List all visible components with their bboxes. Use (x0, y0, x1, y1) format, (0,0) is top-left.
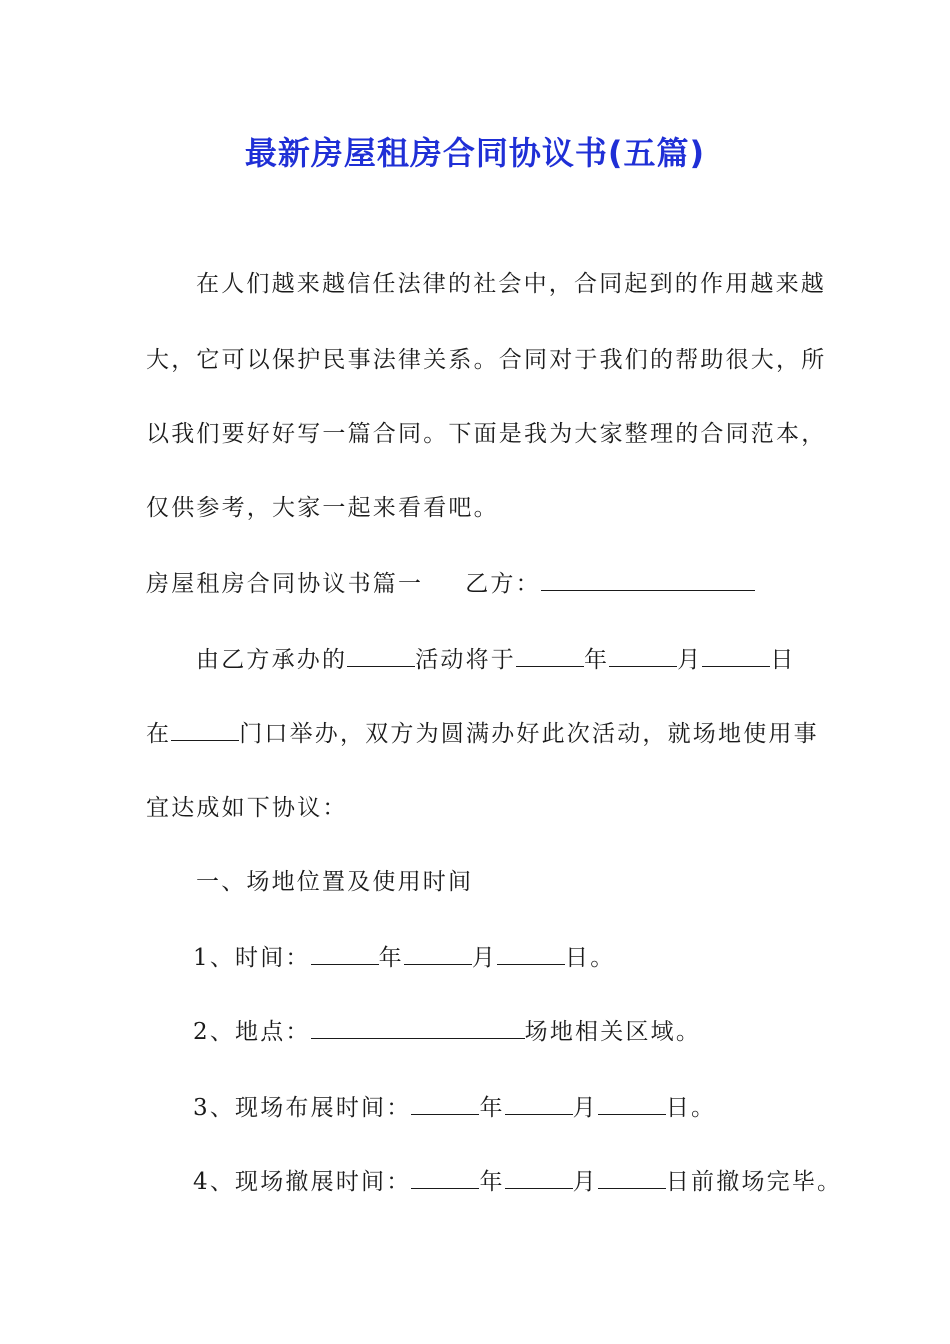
item-2-location (193, 1016, 701, 1048)
event-name-blank (347, 646, 415, 667)
event-line-3: 宜达成如下协议： (146, 795, 348, 821)
item-1-day-blank (497, 944, 565, 965)
event-text-organizer: 由乙方承办的 (196, 647, 348, 673)
item-4-teardown-time (193, 1166, 842, 1198)
item-3-year-blank (411, 1094, 479, 1115)
year-label: 年 (584, 647, 610, 673)
event-text-purpose: 门口举办，双方为圆满办好此次活动，就场地使用事 (239, 721, 819, 747)
event-line-2 (146, 718, 819, 750)
item-4-end: 日前撤场完毕。 (665, 1169, 843, 1195)
item-1-year-blank (311, 944, 379, 965)
intro-line-4: 仅供参考，大家一起来看看吧。 (146, 495, 499, 521)
intro-line-2: 大，它可以保护民事法律关系。合同对于我们的帮助很大，所 (146, 347, 827, 373)
party-b-label: 乙方： (465, 571, 541, 597)
document-title: 最新房屋租房合同协议书(五篇) (244, 134, 706, 172)
item-3-label: 3、现场布展时间： (193, 1095, 412, 1121)
item-4-day-blank (598, 1168, 666, 1189)
item-1-end: 日。 (565, 945, 616, 971)
intro-line-1: 在人们越来越信任法律的社会中，合同起到的作用越来越 (196, 271, 826, 297)
item-2-end: 场地相关区域。 (524, 1019, 702, 1045)
event-text-date-intro: 活动将于 (415, 647, 517, 673)
party-b-blank (541, 570, 755, 591)
item-1-time (193, 942, 615, 974)
event-month-blank (609, 646, 677, 667)
month-label: 月 (572, 1095, 598, 1121)
month-label: 月 (572, 1169, 598, 1195)
item-4-month-blank (505, 1168, 573, 1189)
event-text-at: 在 (146, 721, 172, 747)
clause-1-heading: 一、场地位置及使用时间 (196, 869, 474, 895)
event-day-blank (702, 646, 770, 667)
section-heading-line (146, 568, 755, 600)
item-4-label: 4、现场撤展时间： (193, 1169, 412, 1195)
year-label: 年 (479, 1095, 505, 1121)
item-3-end: 日。 (665, 1095, 717, 1121)
item-2-label: 2、地点： (193, 1019, 311, 1045)
year-label: 年 (479, 1169, 505, 1195)
event-year-blank (516, 646, 584, 667)
item-1-label: 1、时间： (193, 945, 311, 971)
item-3-month-blank (505, 1094, 573, 1115)
event-location-blank (171, 720, 239, 741)
item-4-year-blank (411, 1168, 479, 1189)
item-1-month-blank (404, 944, 472, 965)
month-label: 月 (677, 647, 703, 673)
month-label: 月 (471, 945, 498, 971)
event-line-1 (196, 644, 796, 676)
section-heading: 房屋租房合同协议书篇一 (146, 571, 424, 597)
item-3-setup-time (193, 1092, 716, 1124)
item-3-day-blank (598, 1094, 666, 1115)
intro-line-3: 以我们要好好写一篇合同。下面是我为大家整理的合同范本， (146, 421, 827, 447)
year-label: 年 (378, 945, 404, 971)
item-2-location-blank (311, 1018, 525, 1039)
day-label: 日 (770, 647, 796, 673)
